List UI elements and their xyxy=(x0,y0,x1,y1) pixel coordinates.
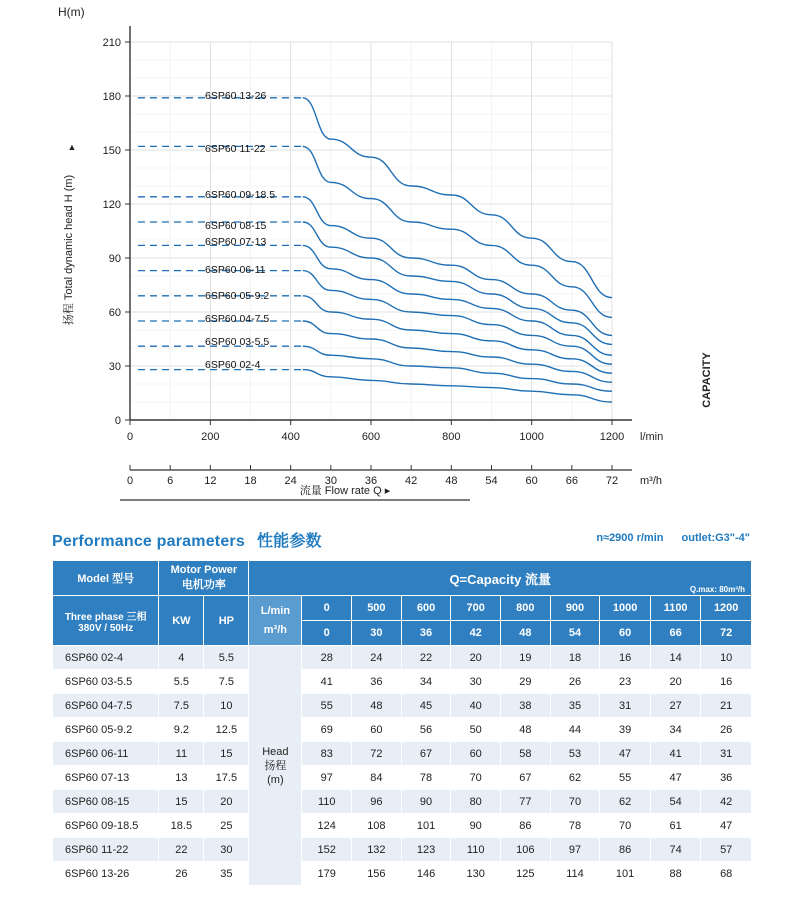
y-tick-label: 90 xyxy=(108,253,121,265)
cell-value: 110 xyxy=(302,790,352,814)
x-tick-label-lmin: 800 xyxy=(442,431,461,443)
cell-value: 41 xyxy=(302,670,352,694)
cell-value: 77 xyxy=(501,790,551,814)
lmin-700: 700 xyxy=(451,596,501,621)
cell-value: 152 xyxy=(302,838,352,862)
cell-model: 6SP60 05-9.2 xyxy=(53,718,159,742)
lmin-0: 0 xyxy=(302,596,352,621)
cell-model: 6SP60 11-22 xyxy=(53,838,159,862)
cell-value: 124 xyxy=(302,814,352,838)
cell-kw: 22 xyxy=(159,838,204,862)
y-tick-label: 150 xyxy=(102,145,121,157)
head-unit-label: Head 扬程 (m) xyxy=(249,646,302,886)
lmin-900: 900 xyxy=(550,596,600,621)
table-head-row-3 xyxy=(53,596,752,621)
y-tick-label: 120 xyxy=(102,199,121,211)
table-row xyxy=(53,814,752,838)
cell-value: 67 xyxy=(501,766,551,790)
cell-value: 84 xyxy=(352,766,402,790)
cell-value: 114 xyxy=(550,862,600,886)
cell-value: 61 xyxy=(650,814,700,838)
cell-value: 36 xyxy=(352,670,402,694)
cell-value: 55 xyxy=(600,766,651,790)
curve-label: 6SP60 05-9.2 xyxy=(205,290,270,302)
m3h-48: 48 xyxy=(501,621,551,646)
unit-lmin: L/min xyxy=(260,604,291,617)
pump-curve xyxy=(303,98,612,298)
m3h-72: 72 xyxy=(701,621,752,646)
x-tick-label-m3h: 0 xyxy=(126,475,134,487)
cell-model: 6SP60 03-5.5 xyxy=(53,670,159,694)
performance-title-cn: 性能参数 xyxy=(256,533,322,550)
cell-value: 156 xyxy=(352,862,402,886)
cell-value: 69 xyxy=(302,718,352,742)
cell-value: 23 xyxy=(600,670,651,694)
cell-kw: 26 xyxy=(159,862,204,886)
cell-value: 40 xyxy=(451,694,501,718)
curve-label: 6SP60 08-15 xyxy=(205,220,267,232)
cell-value: 179 xyxy=(302,862,352,886)
cell-value: 28 xyxy=(302,646,352,670)
x-tick-label-m3h: 54 xyxy=(485,475,498,487)
curve-label: 6SP60 07-13 xyxy=(205,236,267,248)
pump-curve xyxy=(303,271,612,365)
cell-value: 68 xyxy=(701,862,752,886)
cell-value: 60 xyxy=(451,742,501,766)
m3h-0: 0 xyxy=(302,621,352,646)
curve-label: 6SP60 09-18.5 xyxy=(205,189,276,201)
cell-value: 39 xyxy=(600,718,651,742)
cell-hp: 5.5 xyxy=(204,646,249,670)
col-kw: KW xyxy=(159,596,204,646)
cell-value: 29 xyxy=(501,670,551,694)
cell-hp: 7.5 xyxy=(204,670,249,694)
cell-value: 62 xyxy=(550,766,600,790)
y-axis-title: 扬程 Total dynamic head H (m) xyxy=(63,174,75,326)
cell-value: 110 xyxy=(451,838,501,862)
table-body xyxy=(53,646,752,886)
cell-value: 19 xyxy=(501,646,551,670)
x-unit-m3h: m³/h xyxy=(640,475,662,487)
cell-value: 24 xyxy=(352,646,402,670)
table-row xyxy=(53,694,752,718)
x-tick-label-m3h: 60 xyxy=(525,475,538,487)
x-tick-label-m3h: 48 xyxy=(445,475,458,487)
cell-value: 34 xyxy=(401,670,451,694)
cell-model: 6SP60 13-26 xyxy=(53,862,159,886)
cell-value: 53 xyxy=(550,742,600,766)
lmin-1200: 1200 xyxy=(701,596,752,621)
x-tick-label-lmin: 200 xyxy=(201,431,220,443)
pump-curve xyxy=(303,146,612,317)
cell-value: 47 xyxy=(650,766,700,790)
cell-value: 86 xyxy=(600,838,651,862)
cell-hp: 10 xyxy=(204,694,249,718)
lmin-500: 500 xyxy=(352,596,402,621)
phase-volt: 380V / 50Hz xyxy=(78,622,134,634)
x-tick-label-m3h: 36 xyxy=(364,475,378,487)
cell-value: 67 xyxy=(401,742,451,766)
cell-kw: 15 xyxy=(159,790,204,814)
cell-value: 86 xyxy=(501,814,551,838)
x-tick-label-lmin: 600 xyxy=(361,431,381,443)
pump-curve xyxy=(303,370,612,402)
cell-value: 58 xyxy=(501,742,551,766)
table-row xyxy=(53,790,752,814)
cell-value: 48 xyxy=(501,718,551,742)
cell-hp: 25 xyxy=(204,814,249,838)
table-head-row-1 xyxy=(53,561,752,596)
cell-value: 20 xyxy=(650,670,700,694)
y-tick-label: 180 xyxy=(102,91,121,103)
table-row xyxy=(53,718,752,742)
y-axis-arrow-icon: ▲ xyxy=(67,142,77,152)
table-row xyxy=(53,646,752,670)
cell-value: 125 xyxy=(501,862,551,886)
cell-value: 74 xyxy=(650,838,700,862)
cell-value: 88 xyxy=(650,862,700,886)
cell-value: 72 xyxy=(352,742,402,766)
cell-value: 18 xyxy=(550,646,600,670)
cell-value: 78 xyxy=(550,814,600,838)
note-outlet: outlet:G3"-4" xyxy=(681,532,750,544)
col-capacity xyxy=(249,561,752,596)
cell-value: 44 xyxy=(550,718,600,742)
cell-value: 38 xyxy=(501,694,551,718)
cell-kw: 4 xyxy=(159,646,204,670)
performance-parameters-section xyxy=(0,520,790,886)
cell-kw: 11 xyxy=(159,742,204,766)
m3h-60: 60 xyxy=(600,621,651,646)
m3h-54: 54 xyxy=(550,621,600,646)
cell-hp: 20 xyxy=(204,790,249,814)
cell-value: 41 xyxy=(650,742,700,766)
x-tick-label-lmin: 1200 xyxy=(599,431,625,443)
unit-m3h: m³/h xyxy=(263,623,287,636)
m3h-42: 42 xyxy=(451,621,501,646)
cell-model: 6SP60 04-7.5 xyxy=(53,694,159,718)
cell-value: 97 xyxy=(302,766,352,790)
m3h-66: 66 xyxy=(650,621,700,646)
cell-value: 10 xyxy=(701,646,752,670)
cell-model: 6SP60 02-4 xyxy=(53,646,159,670)
cell-value: 90 xyxy=(401,790,451,814)
cell-value: 62 xyxy=(600,790,651,814)
cell-value: 21 xyxy=(701,694,752,718)
cell-value: 83 xyxy=(302,742,352,766)
performance-title-en: Performance parameters xyxy=(52,533,245,550)
cell-value: 108 xyxy=(352,814,402,838)
cell-value: 36 xyxy=(701,766,752,790)
col-hp: HP xyxy=(204,596,249,646)
cell-hp: 30 xyxy=(204,838,249,862)
unit-cell xyxy=(249,596,302,646)
cell-model: 6SP60 08-15 xyxy=(53,790,159,814)
curve-label: 6SP60 13-26 xyxy=(205,90,267,102)
y-tick-label: 30 xyxy=(108,361,121,373)
cell-value: 56 xyxy=(401,718,451,742)
cell-value: 78 xyxy=(401,766,451,790)
cell-value: 60 xyxy=(352,718,402,742)
phase-cn: Three phase 三相 xyxy=(64,611,147,623)
performance-table xyxy=(52,560,752,886)
cell-hp: 12.5 xyxy=(204,718,249,742)
performance-title xyxy=(52,528,322,551)
cell-kw: 9.2 xyxy=(159,718,204,742)
x-tick-label-m3h: 30 xyxy=(324,475,337,487)
cell-value: 70 xyxy=(600,814,651,838)
curve-label: 6SP60 11-22 xyxy=(205,143,266,155)
table-head xyxy=(53,561,752,646)
capacity-label: Q=Capacity 流量 xyxy=(449,571,551,587)
qmax-label: Q.max: 80m³/h xyxy=(689,585,745,594)
cell-model: 6SP60 07-13 xyxy=(53,766,159,790)
performance-header xyxy=(0,520,790,560)
cell-value: 45 xyxy=(401,694,451,718)
cell-value: 132 xyxy=(352,838,402,862)
cell-value: 22 xyxy=(401,646,451,670)
col-model: Model 型号 xyxy=(53,561,159,596)
cell-value: 26 xyxy=(701,718,752,742)
table-row xyxy=(53,838,752,862)
cell-value: 30 xyxy=(451,670,501,694)
cell-value: 55 xyxy=(302,694,352,718)
curve-label: 6SP60 06-11 xyxy=(205,264,266,276)
cell-kw: 5.5 xyxy=(159,670,204,694)
cell-value: 101 xyxy=(600,862,651,886)
cell-value: 35 xyxy=(550,694,600,718)
table-row xyxy=(53,670,752,694)
x-tick-label-m3h: 6 xyxy=(167,475,174,487)
cell-value: 42 xyxy=(701,790,752,814)
cell-value: 16 xyxy=(701,670,752,694)
cell-value: 26 xyxy=(550,670,600,694)
cell-value: 70 xyxy=(451,766,501,790)
cell-value: 130 xyxy=(451,862,501,886)
cell-value: 47 xyxy=(701,814,752,838)
x-tick-label-lmin: 0 xyxy=(126,431,134,443)
y-tick-label: 210 xyxy=(102,37,121,49)
cell-value: 106 xyxy=(501,838,551,862)
cell-model: 6SP60 06-11 xyxy=(53,742,159,766)
cell-value: 97 xyxy=(550,838,600,862)
curve-label: 6SP60 03-5.5 xyxy=(205,336,270,348)
cell-value: 14 xyxy=(650,646,700,670)
x-tick-label-m3h: 72 xyxy=(605,475,619,487)
x-unit-lmin: l/min xyxy=(640,431,664,443)
cell-hp: 35 xyxy=(204,862,249,886)
y-axis-unit-label: H(m) xyxy=(58,5,85,19)
pump-curve xyxy=(303,346,612,391)
x-tick-label-lmin: 400 xyxy=(281,431,300,443)
cell-value: 80 xyxy=(451,790,501,814)
cell-value: 27 xyxy=(650,694,700,718)
cell-kw: 18.5 xyxy=(159,814,204,838)
note-rpm: n≈2900 r/min xyxy=(596,532,664,544)
cell-value: 54 xyxy=(650,790,700,814)
pump-curve xyxy=(303,222,612,344)
pump-curve xyxy=(303,245,612,355)
y-tick-label: 60 xyxy=(108,307,121,319)
cell-kw: 7.5 xyxy=(159,694,204,718)
curve-label: 6SP60 02-4 xyxy=(205,359,261,371)
col-motor-power xyxy=(159,561,249,596)
table-row xyxy=(53,766,752,790)
cell-value: 48 xyxy=(352,694,402,718)
x-tick-label-m3h: 12 xyxy=(204,475,217,487)
cell-kw: 13 xyxy=(159,766,204,790)
performance-note xyxy=(596,532,750,544)
cell-value: 70 xyxy=(550,790,600,814)
cell-value: 34 xyxy=(650,718,700,742)
m3h-30: 30 xyxy=(352,621,402,646)
x-tick-label-m3h: 18 xyxy=(244,475,257,487)
cell-model: 6SP60 09-18.5 xyxy=(53,814,159,838)
x-tick-label-m3h: 42 xyxy=(405,475,418,487)
x-axis-title: 流量 Flow rate Q ▸ xyxy=(299,485,391,497)
col-phase xyxy=(53,596,159,646)
lmin-1100: 1100 xyxy=(650,596,700,621)
capacity-axis-label: CAPACITY xyxy=(701,352,713,408)
x-tick-label-m3h: 24 xyxy=(284,475,297,487)
cell-value: 90 xyxy=(451,814,501,838)
cell-value: 146 xyxy=(401,862,451,886)
cell-value: 47 xyxy=(600,742,651,766)
curve-label: 6SP60 04-7.5 xyxy=(205,313,270,325)
cell-value: 101 xyxy=(401,814,451,838)
cell-value: 16 xyxy=(600,646,651,670)
y-tick-label: 0 xyxy=(114,415,121,427)
m3h-36: 36 xyxy=(401,621,451,646)
cell-value: 96 xyxy=(352,790,402,814)
cell-value: 50 xyxy=(451,718,501,742)
motor-power-cn: 电机功率 xyxy=(181,579,226,591)
motor-power-en: Motor Power xyxy=(170,564,238,576)
cell-value: 20 xyxy=(451,646,501,670)
x-tick-label-lmin: 1000 xyxy=(519,431,544,443)
cell-value: 57 xyxy=(701,838,752,862)
x-tick-label-m3h: 66 xyxy=(565,475,578,487)
cell-value: 31 xyxy=(600,694,651,718)
lmin-1000: 1000 xyxy=(600,596,651,621)
cell-value: 31 xyxy=(701,742,752,766)
lmin-600: 600 xyxy=(401,596,451,621)
cell-hp: 17.5 xyxy=(204,766,249,790)
cell-value: 123 xyxy=(401,838,451,862)
table-row xyxy=(53,742,752,766)
lmin-800: 800 xyxy=(501,596,551,621)
cell-hp: 15 xyxy=(204,742,249,766)
table-row xyxy=(53,862,752,886)
